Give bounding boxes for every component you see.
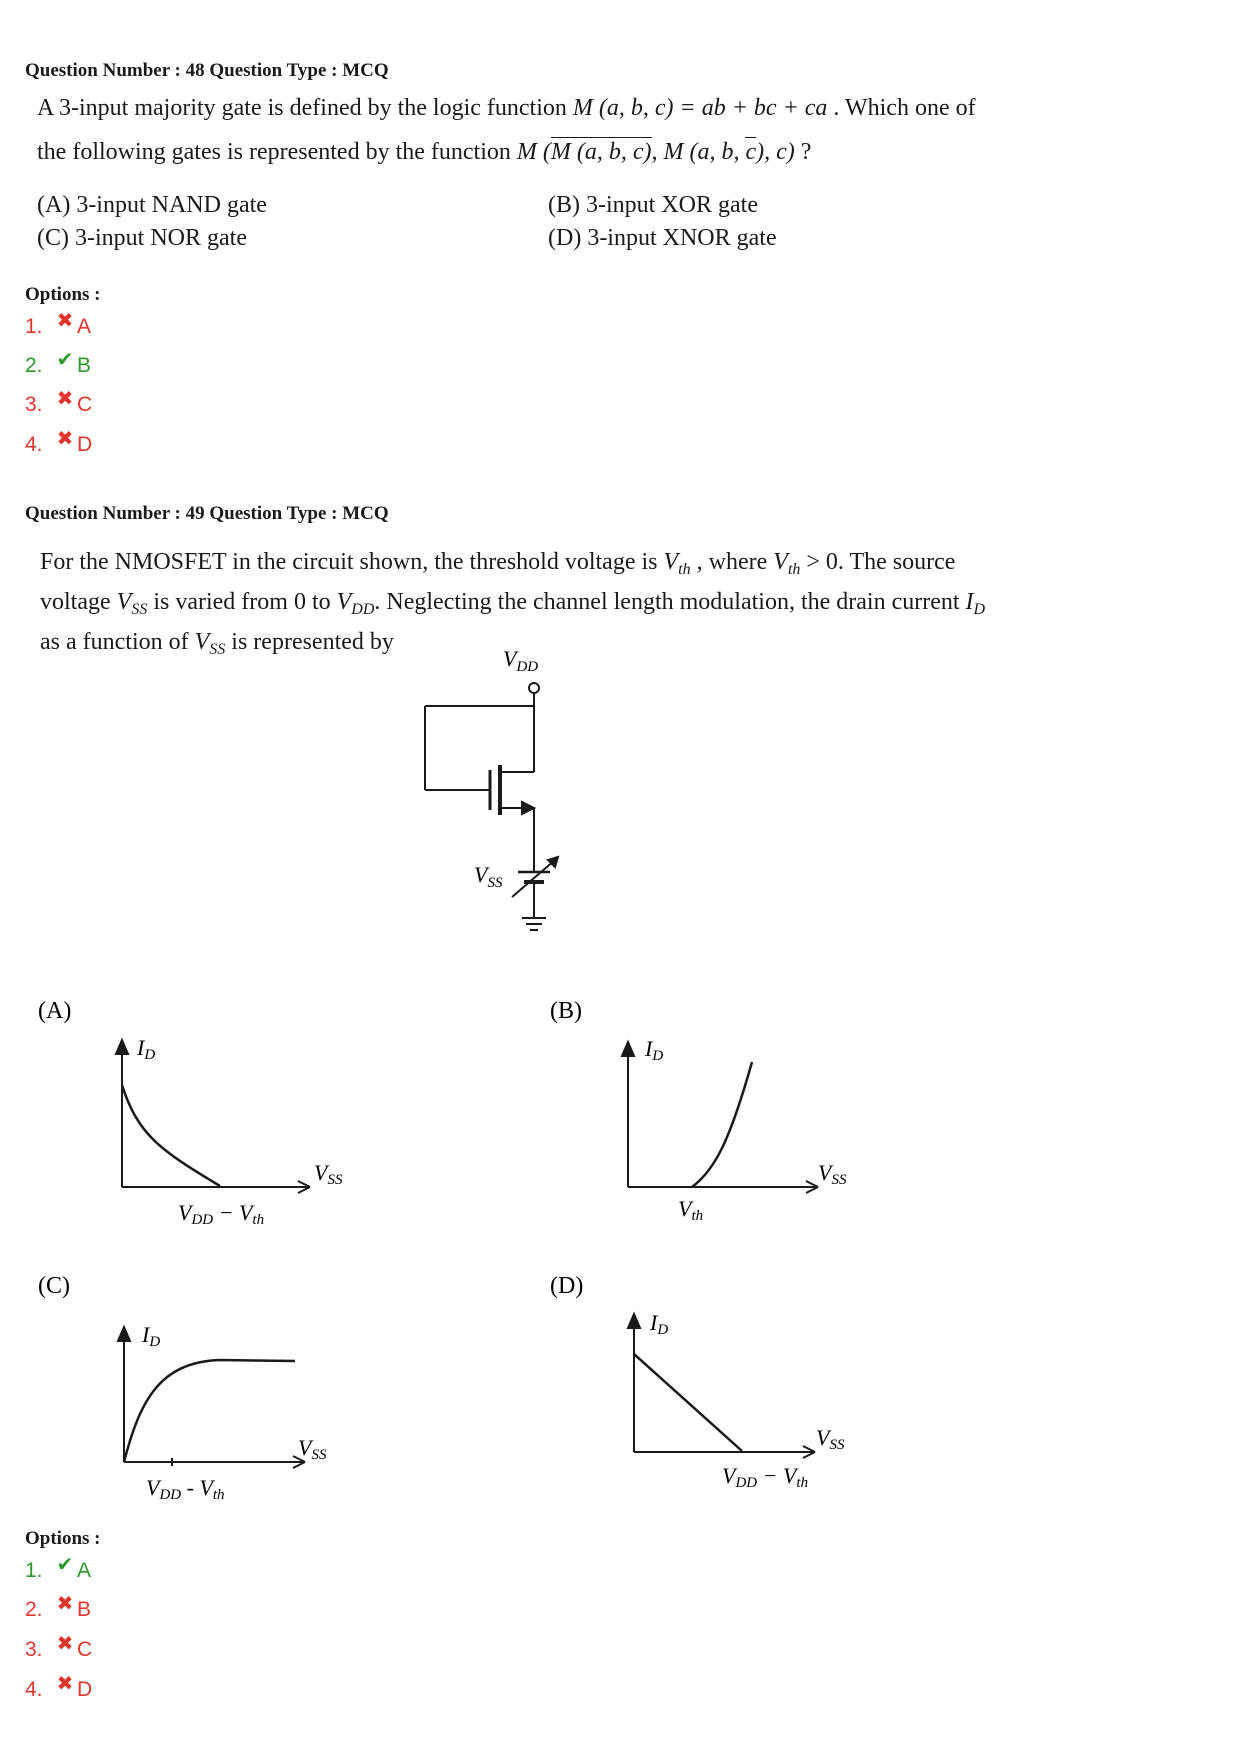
q48-header: Question Number : 48 Question Type : MCQ	[25, 60, 389, 81]
q49-options-label: Options :	[25, 1528, 101, 1549]
sym: V	[663, 549, 679, 575]
graph-c-tick-label: VDD - Vth	[146, 1475, 225, 1503]
q48-answer-a: (A) 3-input NAND gate	[37, 192, 267, 218]
graph-b	[550, 998, 847, 1224]
graph-b-curve	[692, 1062, 752, 1187]
sym: V	[773, 549, 788, 575]
option-number: 4.	[25, 1678, 43, 1701]
q49-p2-c: . Neglecting the channel length modulation, the drain current	[374, 589, 966, 615]
sym: V	[336, 589, 352, 615]
q48-fn-overlined: M (a, b, c)	[550, 139, 652, 165]
option-number: 2.	[25, 1598, 43, 1621]
graph-a-label: (A)	[38, 998, 72, 1024]
q48-fn-cbar: c	[745, 139, 757, 165]
graph-b-y-label: ID	[645, 1036, 664, 1064]
q48-line1-post: . Which one of	[827, 95, 976, 121]
check-icon: ✔	[56, 349, 74, 371]
cross-icon: ✖	[56, 1633, 74, 1655]
graph-a-tick-label: VDD − Vth	[178, 1200, 265, 1228]
option-letter: A	[77, 315, 92, 338]
nmos-circuit	[425, 683, 558, 930]
option-number: 2.	[25, 354, 43, 377]
graph-a	[38, 998, 343, 1228]
q49-p2-b: is varied from 0 to	[147, 589, 337, 615]
cross-icon: ✖	[56, 310, 74, 332]
q49-header: Question Number : 49 Question Type : MCQ	[25, 503, 389, 524]
option-letter: A	[77, 1559, 92, 1582]
q49-option-4[interactable]	[25, 1675, 92, 1705]
cross-icon: ✖	[56, 388, 74, 410]
sym-sub: th	[678, 561, 691, 578]
q48-line2-pre: the following gates is represented by the function	[37, 139, 517, 165]
graph-d	[550, 1273, 845, 1491]
q49-p1-a: For the NMOSFET in the circuit shown, the threshold voltage is	[40, 549, 664, 575]
graph-b-y-arrow	[622, 1042, 634, 1056]
q48-majority-function: M (a, b, c) = ab + bc + ca	[572, 95, 828, 121]
option-letter: C	[77, 393, 93, 416]
option-number: 3.	[25, 1638, 43, 1661]
q49-p2-a: voltage	[40, 589, 117, 615]
graph-d-label: (D)	[550, 1273, 584, 1299]
check-icon: ✔	[56, 1554, 74, 1576]
graph-b-label: (B)	[550, 998, 582, 1024]
option-number: 3.	[25, 393, 43, 416]
source-arrow	[522, 802, 534, 814]
graph-d-y-label: ID	[650, 1310, 669, 1338]
sym-sub: D	[973, 601, 986, 618]
graph-d-curve	[634, 1354, 742, 1451]
q48-line2-post: ?	[794, 139, 812, 165]
cross-icon: ✖	[56, 1673, 74, 1695]
sym-sub: th	[787, 561, 801, 578]
option-letter: D	[77, 1678, 93, 1701]
option-letter: C	[77, 1638, 93, 1661]
q48-line1-pre: A 3-input majority gate is defined by the logic function	[37, 95, 573, 121]
graph-b-tick-label: Vth	[678, 1196, 704, 1224]
option-letter: B	[77, 354, 92, 377]
sym: V	[116, 589, 132, 615]
q48-fn-open: M (	[516, 139, 551, 165]
graph-d-tick-label: VDD − Vth	[722, 1463, 809, 1491]
vss-label: $V_{SS}$	[474, 862, 503, 891]
q48-fn-mid: , M (a, b,	[651, 139, 746, 165]
q49-p3-a: as a function of	[40, 629, 195, 655]
sym-sub: SS	[131, 601, 148, 618]
graph-b-x-label: VSS	[818, 1160, 847, 1188]
graph-c-x-label: VSS	[298, 1435, 327, 1463]
sym: V	[194, 629, 210, 655]
q49-p1-b: , where	[690, 549, 774, 575]
graph-a-curve	[122, 1085, 220, 1186]
graph-c-y-label: ID	[142, 1322, 161, 1350]
graph-c-y-arrow	[118, 1327, 130, 1341]
sym: I	[965, 589, 974, 615]
option-number: 1.	[25, 1559, 43, 1582]
graph-c-curve	[124, 1360, 295, 1462]
q49-option-3[interactable]	[25, 1635, 92, 1665]
q49-option-2[interactable]	[25, 1595, 91, 1625]
graph-c	[38, 1273, 327, 1503]
q49-option-1[interactable]	[25, 1556, 91, 1586]
q49-p1-c: > 0. The source	[800, 549, 956, 575]
option-letter: B	[77, 1598, 92, 1621]
q48-answer-d: (D) 3-input XNOR gate	[548, 225, 777, 251]
graph-a-x-label: VSS	[314, 1160, 343, 1188]
graph-d-x-label: VSS	[816, 1425, 845, 1453]
cross-icon: ✖	[56, 428, 74, 450]
q48-answer-c: (C) 3-input NOR gate	[37, 225, 247, 251]
option-number: 4.	[25, 433, 43, 456]
graph-a-y-label: ID	[137, 1035, 156, 1063]
sym-sub: DD	[351, 601, 375, 618]
graph-c-label: (C)	[38, 1273, 70, 1299]
q48-answer-b: (B) 3-input XOR gate	[548, 192, 758, 218]
vdd-label: $V_{DD}$	[503, 646, 539, 675]
graph-a-y-arrow	[116, 1040, 128, 1054]
sym-sub: SS	[209, 641, 226, 658]
q48-options-label: Options :	[25, 284, 101, 305]
option-letter: D	[77, 433, 93, 456]
graph-d-y-arrow	[628, 1314, 640, 1328]
option-number: 1.	[25, 315, 43, 338]
vdd-terminal	[529, 683, 539, 693]
q48-fn-close: ), c)	[756, 139, 795, 165]
q49-p3-b: is represented by	[225, 629, 394, 655]
cross-icon: ✖	[56, 1593, 74, 1615]
